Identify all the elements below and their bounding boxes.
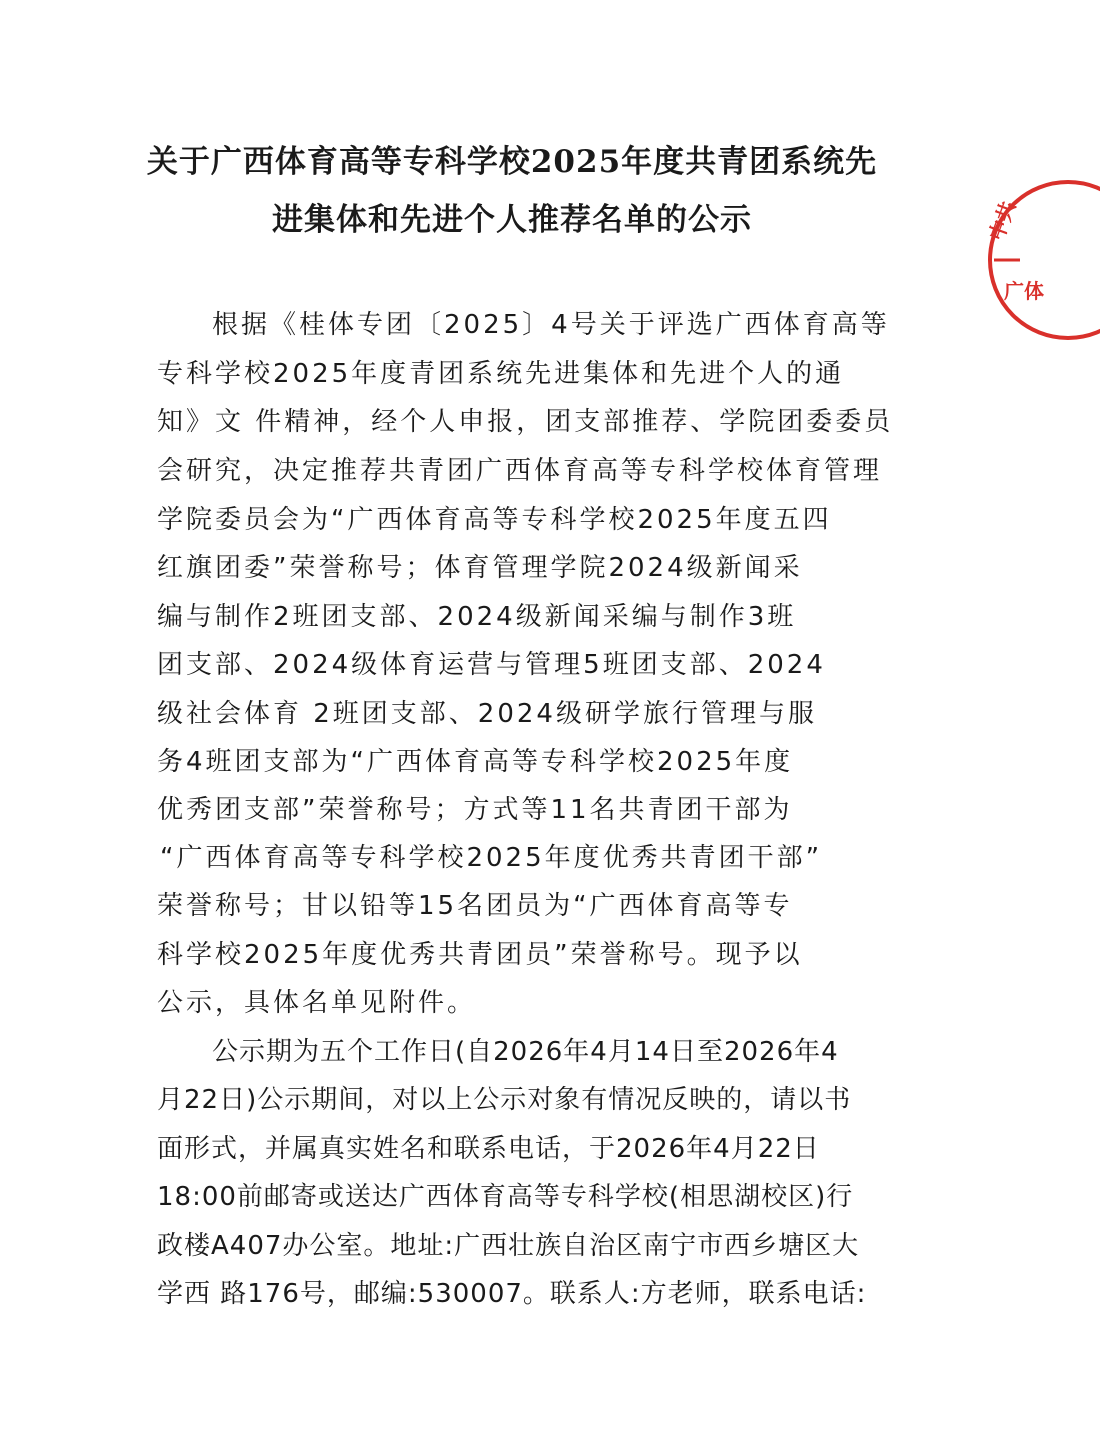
paragraph-1-line: 荣誉称号；甘以铅等15名团员为“广西体育高等专 [157,891,793,921]
paragraph-2-line: 公示期为五个工作日(自2026年4月14日至2026年4 [212,1037,839,1067]
document-title-line-1: 关于广西体育高等专科学校2025年度共青团系统先 [146,144,878,180]
seal-text-top: 中共 [984,197,1021,244]
official-seal-icon [980,180,1100,340]
paragraph-1-line: “广西体育高等专科学校2025年度优秀共青团干部” [160,843,823,873]
paragraph-1-line: 知》文 件精神，经个人申报，团支部推荐、学院团委委员 [157,407,894,437]
paragraph-1-line: 编与制作2班团支部、2024级新闻采编与制作3班 [157,602,797,632]
paragraph-1-line: 团支部、2024级体育运营与管理5班团支部、2024 [157,650,826,680]
paragraph-1-line: 级社会体育 2班团支部、2024级研学旅行管理与服 [157,699,817,729]
paragraph-1-line: 会研究，决定推荐共青团广西体育高等专科学校体育管理 [157,456,883,486]
paragraph-2-line: 政楼A407办公室。地址:广西壮族自治区南宁市西乡塘区大 [157,1231,860,1261]
paragraph-1-line: 根据《桂体专团〔2025〕4号关于评选广西体育高等 [212,310,890,340]
paragraph-1-line: 科学校2025年度优秀共青团员”荣誉称号。现予以 [157,940,803,970]
seal-text-bottom: 广体 [1004,279,1044,303]
paragraph-1-line: 公示，具体名单见附件。 [157,988,477,1018]
paragraph-2-line: 面形式，并属真实姓名和联系电话，于2026年4月22日 [157,1134,820,1164]
paragraph-1-line: 优秀团支部”荣誉称号；方式等11名共青团干部为 [157,795,793,825]
paragraph-2-line: 学西 路176号，邮编:530007。联系人:方老师，联系电话: [157,1279,867,1309]
paragraph-1-line: 学院委员会为“广西体育高等专科学校2025年度五四 [157,505,832,535]
document-title-line-2: 进集体和先进个人推荐名单的公示 [272,202,752,238]
paragraph-1-line: 务4班团支部为“广西体育高等专科学校2025年度 [157,747,794,777]
paragraph-1-line: 红旗团委”荣誉称号；体育管理学院2024级新闻采 [157,553,803,583]
paragraph-2-line: 月22日)公示期间，对以上公示对象有情况反映的，请以书 [157,1085,852,1115]
paragraph-1-line: 专科学校2025年度青团系统先进集体和先进个人的通 [157,359,845,389]
paragraph-2-line: 18:00前邮寄或送达广西体育高等专科学校(相思湖校区)行 [157,1182,854,1212]
